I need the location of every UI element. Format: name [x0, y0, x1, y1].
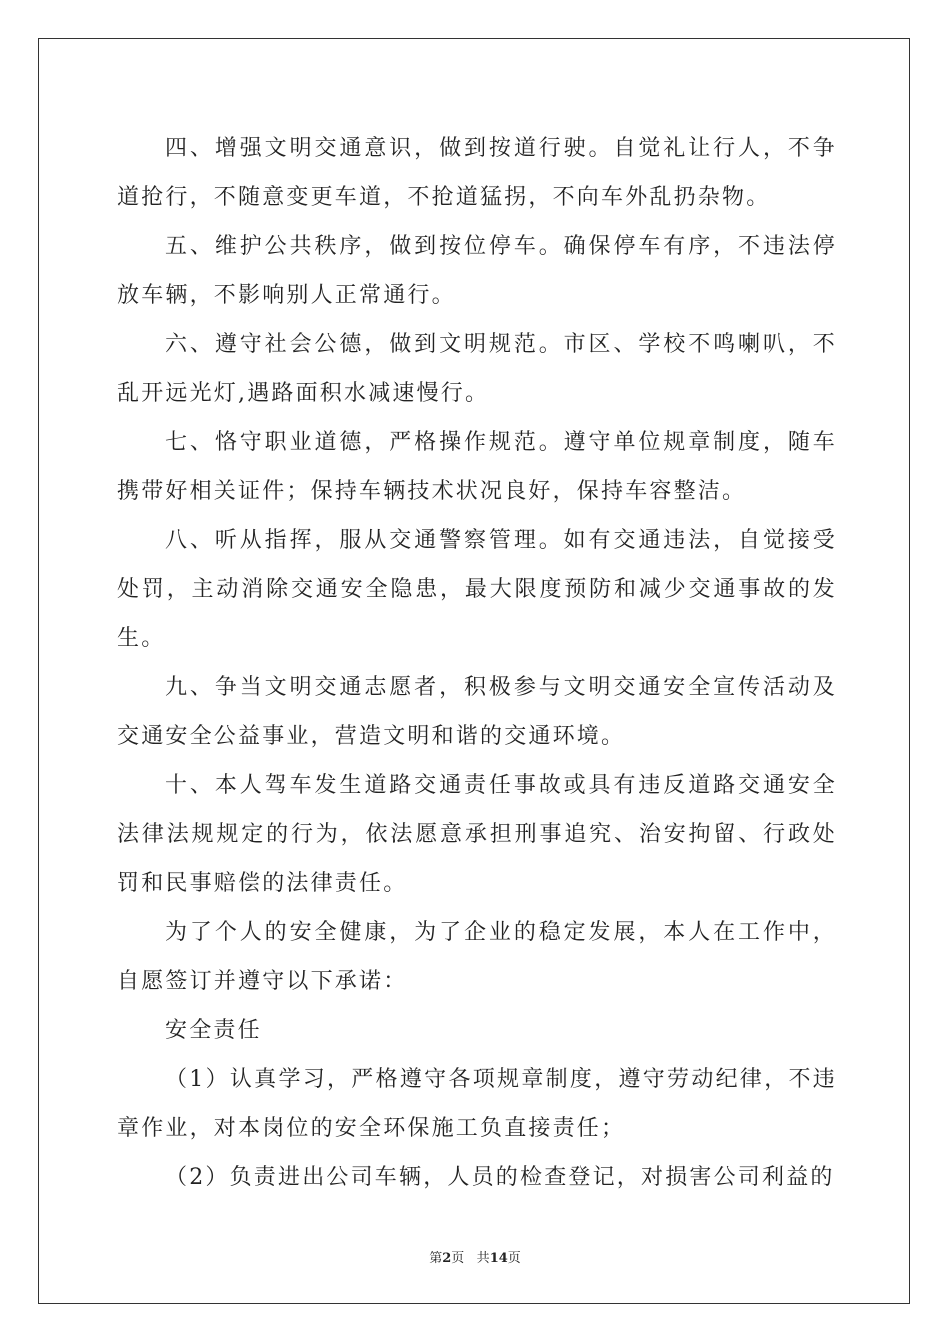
- total-pages: 14: [489, 1251, 508, 1266]
- list-item-1: （1）认真学习，严格遵守各项规章制度，遵守劳动纪律，不违章作业，对本岗位的安全环保施工负直接责任；: [117, 1067, 837, 1141]
- page-footer: [0, 1247, 950, 1266]
- paragraph-6: 六、遵守社会公德，做到文明规范。市区、学校不鸣喇叭，不乱开远光灯,遇路面积水减速慢行。: [117, 332, 837, 406]
- intro-paragraph: 为了个人的安全健康，为了企业的稳定发展，本人在工作中，自愿签订并遵守以下承诺：: [117, 920, 837, 994]
- page-number: 2: [442, 1251, 452, 1266]
- paragraph-10: 十、本人驾车发生道路交通责任事故或具有违反道路交通安全法律法规规定的行为，依法愿意承担刑事追究、治安拘留、行政处罚和民事赔偿的法律责任。: [117, 773, 837, 896]
- paragraph-4: 四、增强文明交通意识，做到按道行驶。自觉礼让行人，不争道抢行，不随意变更车道，不抢道猛拐，不向车外乱扔杂物。: [117, 136, 837, 210]
- paragraph-8: 八、听从指挥，服从交通警察管理。如有交通违法，自觉接受处罚，主动消除交通安全隐患，最大限度预防和减少交通事故的发生。: [117, 528, 837, 651]
- section-heading: 安全责任: [165, 1018, 262, 1043]
- total-suffix: 页: [507, 1251, 521, 1266]
- total-prefix: 共: [476, 1251, 490, 1266]
- document-body: [117, 124, 837, 1202]
- paragraph-7: 七、恪守职业道德，严格操作规范。遵守单位规章制度，随车携带好相关证件；保持车辆技术状况良好，保持车容整洁。: [117, 430, 837, 504]
- page-suffix: 页: [451, 1251, 465, 1266]
- paragraph-9: 九、争当文明交通志愿者，积极参与文明交通安全宣传活动及交通安全公益事业，营造文明和谐的交通环境。: [117, 675, 837, 749]
- page-prefix: 第: [429, 1251, 443, 1266]
- list-item-2: （2）负责进出公司车辆，人员的检查登记，对损害公司利益的: [165, 1165, 835, 1190]
- paragraph-5: 五、维护公共秩序，做到按位停车。确保停车有序，不违法停放车辆，不影响别人正常通行。: [117, 234, 837, 308]
